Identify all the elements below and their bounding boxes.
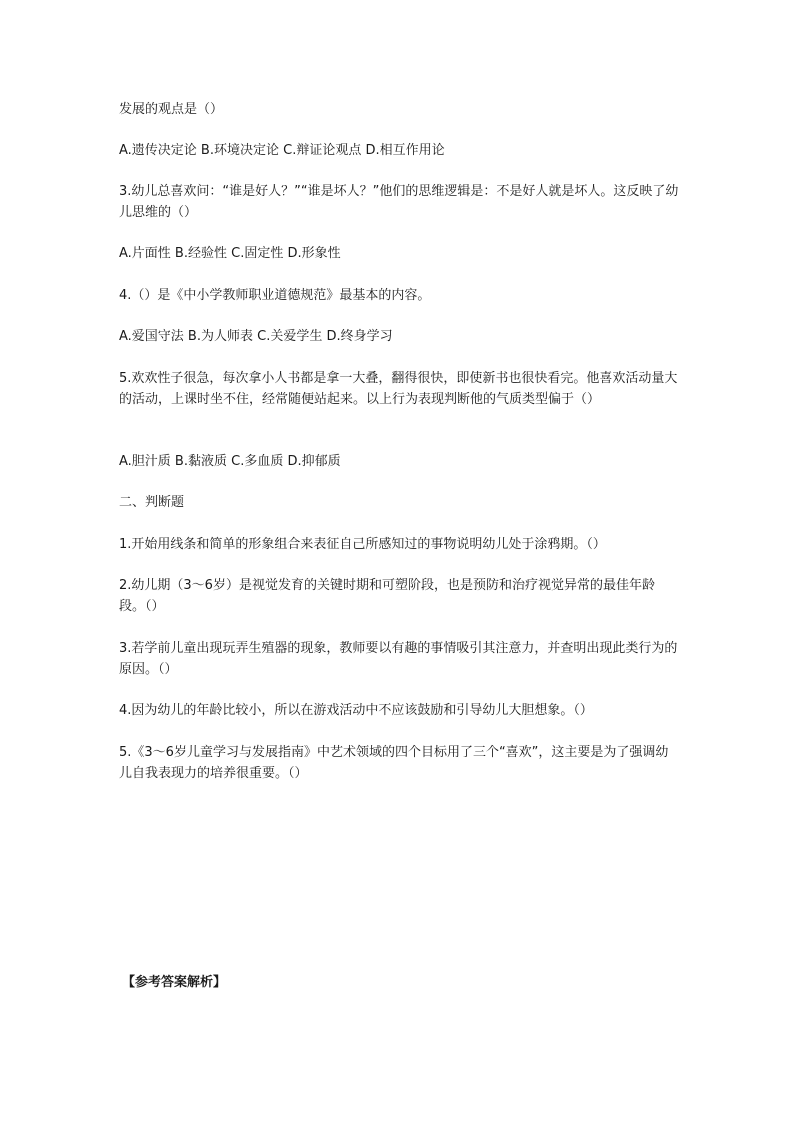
question-4-stem: 4.（）是《中小学教师职业道德规范》最基本的内容。 <box>119 288 431 303</box>
question-2-options: A.遗传决定论 B.环境决定论 C.辩证论观点 D.相互作用论 <box>119 143 445 158</box>
judgment-question-4: 4.因为幼儿的年龄比较小，所以在游戏活动中不应该鼓励和引导幼儿大胆想象。（） <box>119 703 593 718</box>
judgment-question-2: 2.幼儿期（3～6岁）是视觉发育的关键时期和可塑阶段，也是预防和治疗视觉异常的最佳年龄段。（） <box>119 578 655 614</box>
question-5-stem: 5.欢欢性子很急，每次拿小人书都是拿一大叠，翻得很快，即使新书也很快看完。他喜欢活动量大的活动，上课时坐不住，经常随便站起来。以上行为表现判断他的气质类型偏于（） <box>119 371 678 407</box>
question-4-options: A.爱国守法 B.为人师表 C.关爱学生 D.终身学习 <box>119 329 393 344</box>
judgment-question-3: 3.若学前儿童出现玩弄生殖器的现象，教师要以有趣的事情吸引其注意力，并查明出现此类行为的原因。（） <box>119 641 678 677</box>
question-3-options: A.片面性 B.经验性 C.固定性 D.形象性 <box>119 246 341 261</box>
judgment-question-5: 5.《3～6岁儿童学习与发展指南》中艺术领域的四个目标用了三个“喜欢”，这主要是为了强调幼儿自我表现力的培养很重要。（） <box>119 745 669 781</box>
question-3-stem: 3.幼儿总喜欢问：“谁是好人？”“谁是坏人？”他们的思维逻辑是：不是好人就是坏人。这反映了幼儿思维的（） <box>119 184 679 220</box>
question-2-stem-tail: 发展的观点是（） <box>119 102 224 117</box>
section-heading-judgment: 二、判断题 <box>119 495 185 510</box>
question-5-options: A.胆汁质 B.黏液质 C.多血质 D.抑郁质 <box>119 454 341 469</box>
judgment-question-1: 1.开始用线条和简单的形象组合来表征自己所感知过的事物说明幼儿处于涂鸦期。（） <box>119 537 606 552</box>
answer-section-heading: 【参考答案解析】 <box>122 975 227 990</box>
